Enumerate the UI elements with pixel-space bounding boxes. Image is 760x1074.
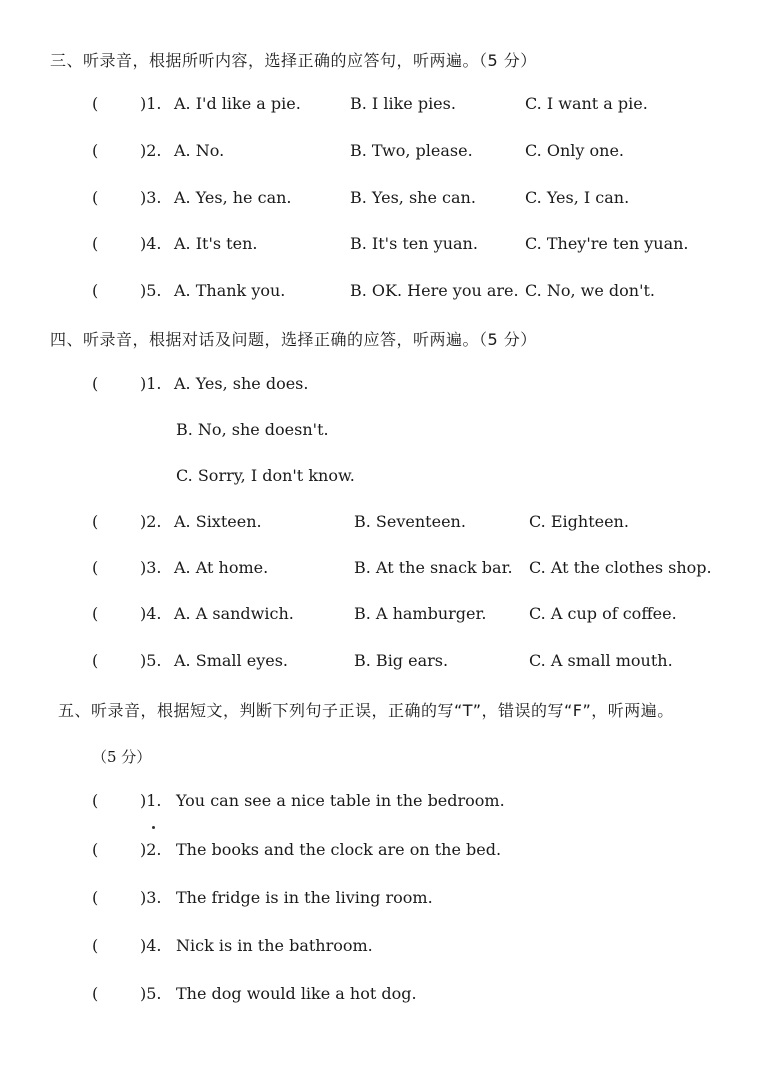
option-b: B. Seventeen. [354,512,466,531]
question-number: )2. [140,840,162,859]
answer-paren[interactable]: ( [92,888,99,907]
question-number: )5. [140,984,162,1003]
statement-text: The books and the clock are on the bed. [176,840,502,859]
section-5-score: （5 分） [92,748,152,766]
option-a: A. Yes, he can. [174,188,292,207]
question-number: )3. [140,188,162,207]
statement-text: Nick is in the bathroom. [176,936,373,955]
option-b: B. A hamburger. [354,604,487,623]
statement-text: The dog would like a hot dog. [176,984,417,1003]
answer-paren[interactable]: ( [92,94,99,113]
question-number: )2. [140,141,162,160]
option-a: A. Thank you. [174,281,286,300]
option-b: B. OK. Here you are. [350,281,519,300]
option-b: B. At the snack bar. [354,558,513,577]
question-number: )5. [140,281,162,300]
question-number: )3. [140,558,162,577]
option-c: C. No, we don't. [525,281,655,300]
s4-q1-option-b: B. No, she doesn't. [176,420,329,439]
answer-paren[interactable]: ( [92,512,99,531]
question-number: )4. [140,234,162,253]
print-speck [152,826,155,829]
statement-text: The fridge is in the living room. [176,888,433,907]
option-a: A. Small eyes. [174,651,288,670]
option-c: C. At the clothes shop. [529,558,712,577]
option-c: C. Only one. [525,141,624,160]
answer-paren[interactable]: ( [92,604,99,623]
option-c: C. They're ten yuan. [525,234,689,253]
answer-paren[interactable]: ( [92,141,99,160]
option-b: B. I like pies. [350,94,456,113]
option-a: A. I'd like a pie. [174,94,301,113]
question-number: )1. [140,791,162,810]
question-number: )1. [140,374,162,393]
option-b: B. Big ears. [354,651,449,670]
question-number: )4. [140,604,162,623]
option-b: B. Yes, she can. [350,188,476,207]
section-5-heading: 五、听录音，根据短文，判断下列句子正误，正确的写“T”，错误的写“F”，听两遍。 [58,701,674,720]
answer-paren[interactable]: ( [92,984,99,1003]
section-3-heading: 三、听录音，根据所听内容，选择正确的应答句，听两遍。（5 分） [50,51,537,70]
question-number: )1. [140,94,162,113]
option-c: C. A small mouth. [529,651,673,670]
answer-paren[interactable]: ( [92,558,99,577]
section-4-heading: 四、听录音，根据对话及问题，选择正确的应答，听两遍。（5 分） [50,330,537,349]
option-a: A. At home. [174,558,269,577]
option-b: B. It's ten yuan. [350,234,478,253]
option-c: C. I want a pie. [525,94,648,113]
question-number: )5. [140,651,162,670]
answer-paren[interactable]: ( [92,188,99,207]
option-a: A. Sixteen. [174,512,262,531]
option-c: C. A cup of coffee. [529,604,677,623]
statement-text: You can see a nice table in the bedroom. [176,791,505,810]
s4-q1-option-c: C. Sorry, I don't know. [176,466,355,485]
question-number: )2. [140,512,162,531]
question-number: )3. [140,888,162,907]
option-a: A. Yes, she does. [174,374,309,393]
option-c: C. Yes, I can. [525,188,630,207]
answer-paren[interactable]: ( [92,374,99,393]
answer-paren[interactable]: ( [92,840,99,859]
option-c: C. Eighteen. [529,512,629,531]
option-a: A. It's ten. [174,234,258,253]
option-a: A. A sandwich. [174,604,294,623]
option-b: B. Two, please. [350,141,473,160]
answer-paren[interactable]: ( [92,234,99,253]
question-number: )4. [140,936,162,955]
answer-paren[interactable]: ( [92,936,99,955]
answer-paren[interactable]: ( [92,651,99,670]
answer-paren[interactable]: ( [92,281,99,300]
answer-paren[interactable]: ( [92,791,99,810]
option-a: A. No. [174,141,225,160]
